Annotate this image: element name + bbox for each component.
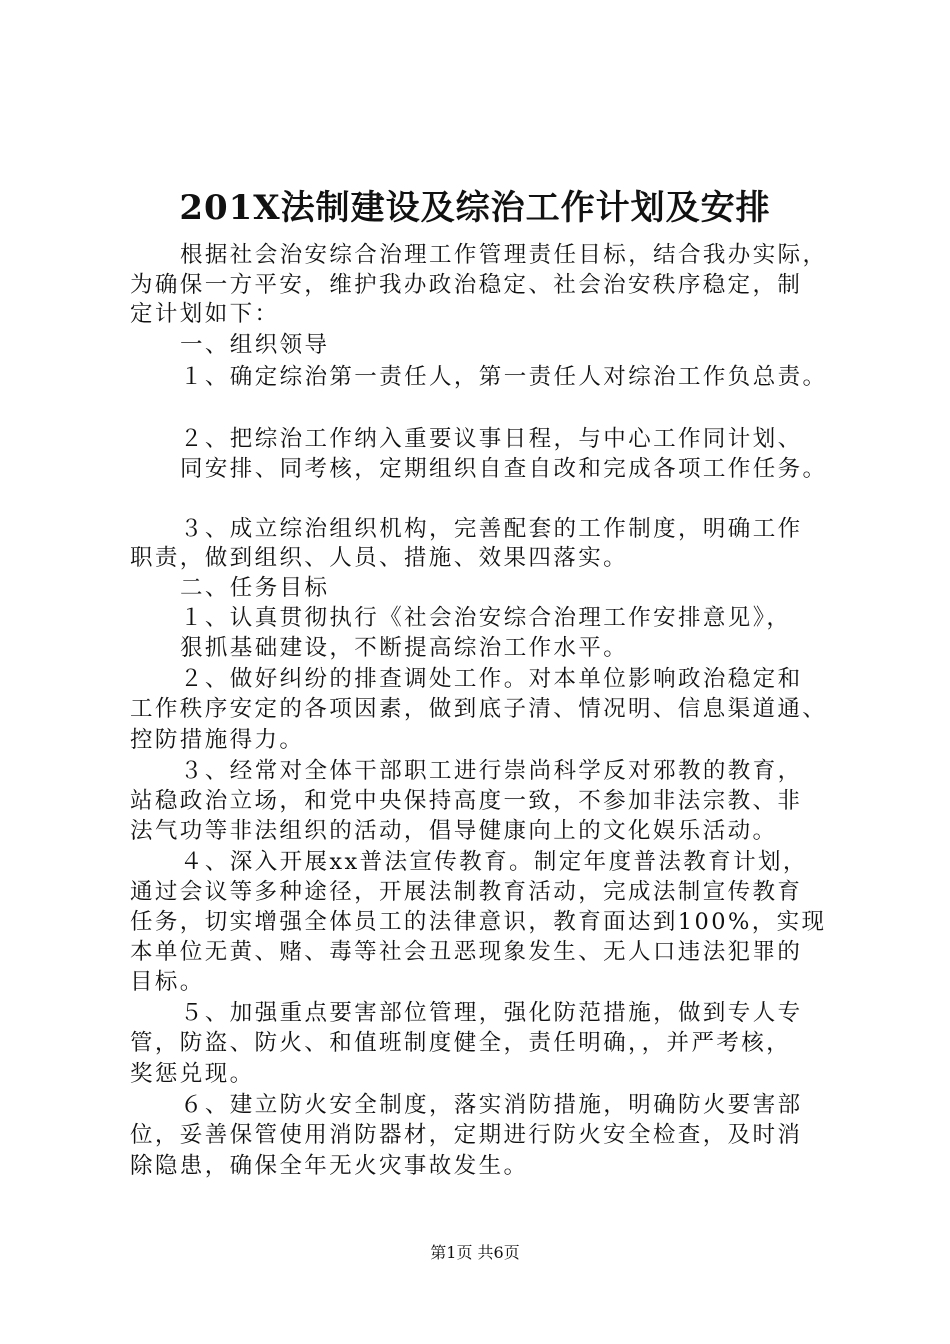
body-line: 位，妥善保管使用消防器材，定期进行防火安全检查，及时消	[130, 1122, 803, 1148]
body-line: 同安排、同考核，定期组织自查自改和完成各项工作任务。	[180, 456, 828, 482]
body-line: ３、经常对全体干部职工进行崇尚科学反对邪教的教育，	[180, 758, 803, 784]
body-line: 法气功等非法组织的活动，倡导健康向上的文化娱乐活动。	[130, 818, 778, 844]
body-line: 管，防盗、防火、和值班制度健全，责任明确，，并严考核，	[130, 1030, 792, 1056]
body-line: ２、把综治工作纳入重要议事日程，与中心工作同计划、	[180, 426, 803, 452]
body-line: 工作秩序安定的各项因素，做到底子清、情况明、信息渠道通、	[130, 696, 828, 722]
section-heading: 二、任务目标	[180, 575, 330, 601]
body-line: 奖惩兑现。	[130, 1061, 255, 1087]
body-line: ３、成立综治组织机构，完善配套的工作制度，明确工作	[180, 516, 803, 542]
body-line: 本单位无黄、赌、毒等社会丑恶现象发生、无人口违法犯罪的	[130, 939, 803, 965]
body-line: 通过会议等多种途径，开展法制教育活动，完成法制宣传教育	[130, 879, 803, 905]
body-line: 职责，做到组织、人员、措施、效果四落实。	[130, 545, 629, 571]
page-footer: 第1页 共6页	[430, 1243, 520, 1262]
body-line: ４、深入开展xx普法宣传教育。制定年度普法教育计划，	[180, 849, 808, 875]
body-line: １、认真贯彻执行《社会治安综合治理工作安排意见》，	[180, 605, 792, 631]
body-line: 根据社会治安综合治理工作管理责任目标，结合我办实际，	[180, 242, 828, 268]
body-line: ６、建立防火安全制度，落实消防措施，明确防火要害部	[180, 1092, 803, 1118]
body-line: 控防措施得力。	[130, 727, 305, 753]
body-line: 定计划如下：	[130, 301, 280, 327]
body-line: 狠抓基础建设，不断提高综治工作水平。	[180, 635, 629, 661]
body-line: ２、做好纠纷的排查调处工作。对本单位影响政治稳定和	[180, 666, 803, 692]
body-line: 目标。	[130, 969, 205, 995]
body-line: 除隐患，确保全年无火灾事故发生。	[130, 1153, 529, 1179]
body-line: １、确定综治第一责任人，第一责任人对综治工作负总责。	[180, 364, 828, 390]
section-heading: 一、组织领导	[180, 332, 330, 358]
body-line: 为确保一方平安，维护我办政治稳定、社会治安秩序稳定，制	[130, 272, 803, 298]
body-line: ５、加强重点要害部位管理，强化防范措施，做到专人专	[180, 1000, 803, 1026]
body-line: 站稳政治立场，和党中央保持高度一致，不参加非法宗教、非	[130, 788, 803, 814]
document-title: 201X法制建设及综治工作计划及安排	[179, 188, 771, 228]
body-line: 任务，切实增强全体员工的法律意识，教育面达到100%，实现	[130, 909, 827, 935]
